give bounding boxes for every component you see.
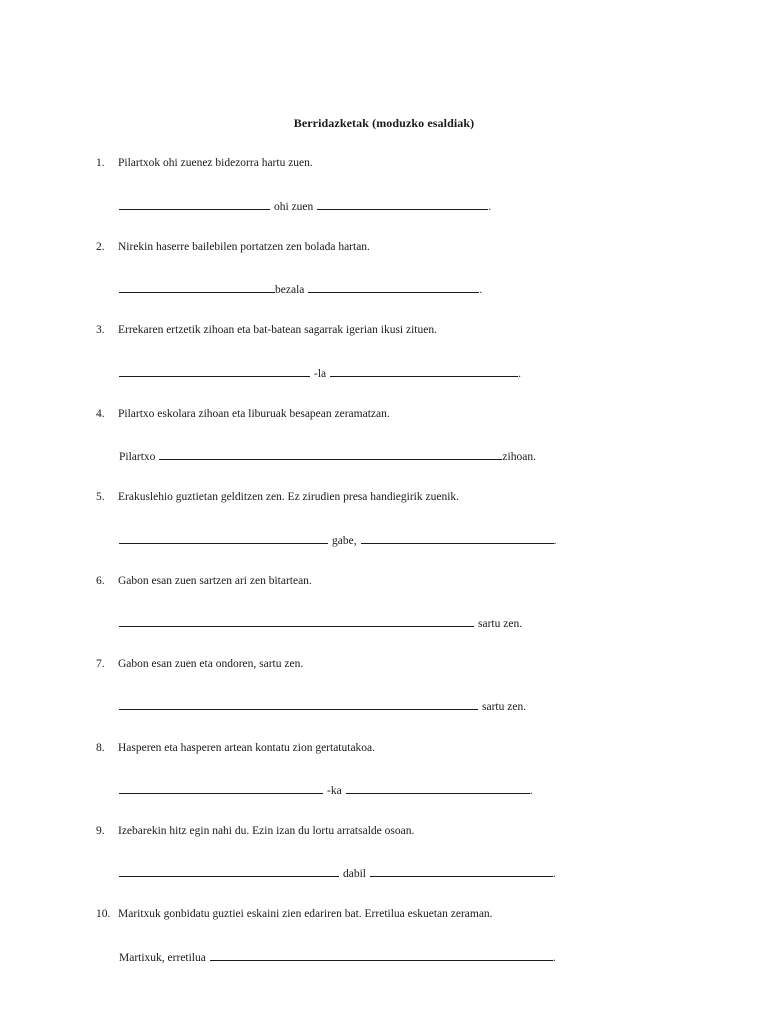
exercise-4-sentence [96, 408, 390, 420]
answer-blank[interactable] [370, 867, 553, 877]
answer-blank[interactable] [210, 951, 553, 961]
exercise-number: 6. [96, 575, 105, 587]
sentence-text: Hasperen eta hasperen artean kontatu zion gertatutakoa. [118, 742, 376, 754]
answer-blank[interactable] [119, 283, 275, 293]
answer-blank[interactable] [119, 200, 270, 210]
answer-blank[interactable] [346, 784, 530, 794]
answer-blank[interactable] [119, 534, 328, 544]
answer-fixed-text: dabil [343, 868, 366, 880]
exercise-10-answer [119, 951, 556, 964]
answer-blank[interactable] [119, 867, 339, 877]
page-title: Berridazketak (moduzko esaldiak) [293, 116, 475, 130]
sentence-text: Pilartxok ohi zuenez bidezorra hartu zuen. [118, 157, 313, 169]
exercise-number: 8. [96, 742, 105, 754]
answer-end-text: . [553, 868, 556, 880]
answer-fixed-text: -la [314, 368, 327, 380]
answer-prefix-text: Pilartxo [119, 451, 156, 463]
answer-blank[interactable] [119, 784, 323, 794]
answer-end-text: . [488, 201, 492, 213]
answer-end-text: . [553, 535, 557, 547]
exercise-1-sentence [96, 157, 313, 169]
exercise-3-sentence [96, 324, 437, 336]
exercise-8-answer [119, 784, 533, 797]
answer-blank[interactable] [330, 367, 518, 377]
sentence-text: Nirekin haserre bailebilen portatzen zen bolada hartan. [118, 241, 370, 253]
sentence-text: Gabon esan zuen sartzen ari zen bitartean. [118, 575, 312, 587]
answer-blank[interactable] [159, 450, 502, 460]
exercise-10-sentence [96, 908, 493, 920]
answer-fixed-text: ohi zuen [274, 201, 314, 213]
exercise-7-sentence [96, 658, 303, 670]
exercise-2-sentence [96, 241, 370, 253]
answer-blank[interactable] [308, 283, 479, 293]
answer-blank[interactable] [361, 534, 554, 544]
exercise-5-sentence [96, 491, 459, 503]
answer-blank[interactable] [119, 700, 478, 710]
exercise-number: 4. [96, 408, 105, 420]
answer-blank[interactable] [119, 617, 474, 627]
exercise-7-answer [119, 700, 526, 713]
exercise-number: 9. [96, 825, 105, 837]
answer-fixed-text: -ka [327, 785, 342, 797]
answer-end-text: . [479, 284, 483, 296]
answer-end-text: sartu zen. [482, 701, 527, 713]
exercise-number: 3. [96, 324, 105, 336]
sentence-text: Gabon esan zuen eta ondoren, sartu zen. [118, 658, 304, 670]
sentence-text: Izebarekin hitz egin nahi du. Ezin izan du lortu arratsalde osoan. [118, 825, 415, 837]
answer-end-text: . [529, 785, 533, 797]
exercise-number: 2. [96, 241, 105, 253]
exercise-2-answer [119, 283, 482, 296]
answer-prefix-text: Martixuk, erretilua [119, 952, 206, 964]
sentence-text: Errekaren ertzetik zihoan eta bat-batean sagarrak igerian ikusi zituen. [118, 324, 437, 336]
exercise-5-answer [119, 534, 556, 547]
answer-end-text: sartu zen. [478, 618, 523, 630]
exercise-number: 1. [96, 157, 105, 169]
answer-fixed-text: bezala [275, 284, 305, 296]
answer-blank[interactable] [317, 200, 488, 210]
exercise-1-answer [119, 200, 491, 213]
sentence-text: Maritxuk gonbidatu guztiei eskaini zien edariren bat. Erretilua eskuetan zeraman. [118, 908, 493, 920]
exercise-9-sentence [96, 825, 414, 837]
answer-end-text: zihoan. [502, 451, 536, 463]
exercise-6-sentence [96, 575, 312, 587]
exercise-4-answer [119, 450, 536, 463]
answer-blank[interactable] [119, 367, 310, 377]
exercise-8-sentence [96, 742, 375, 754]
answer-end-text: . [518, 368, 522, 380]
exercise-number: 10. [96, 908, 111, 920]
exercise-number: 5. [96, 491, 105, 503]
sentence-text: Erakuslehio guztietan gelditzen zen. Ez zirudien presa handiegirik zuenik. [118, 491, 460, 503]
exercise-6-answer [119, 617, 522, 630]
exercise-3-answer [119, 367, 521, 380]
sentence-text: Pilartxo eskolara zihoan eta liburuak besapean zeramatzan. [118, 408, 390, 420]
answer-end-text: . [552, 952, 556, 964]
answer-fixed-text: gabe, [332, 535, 357, 547]
exercise-9-answer [119, 867, 556, 880]
exercise-number: 7. [96, 658, 105, 670]
